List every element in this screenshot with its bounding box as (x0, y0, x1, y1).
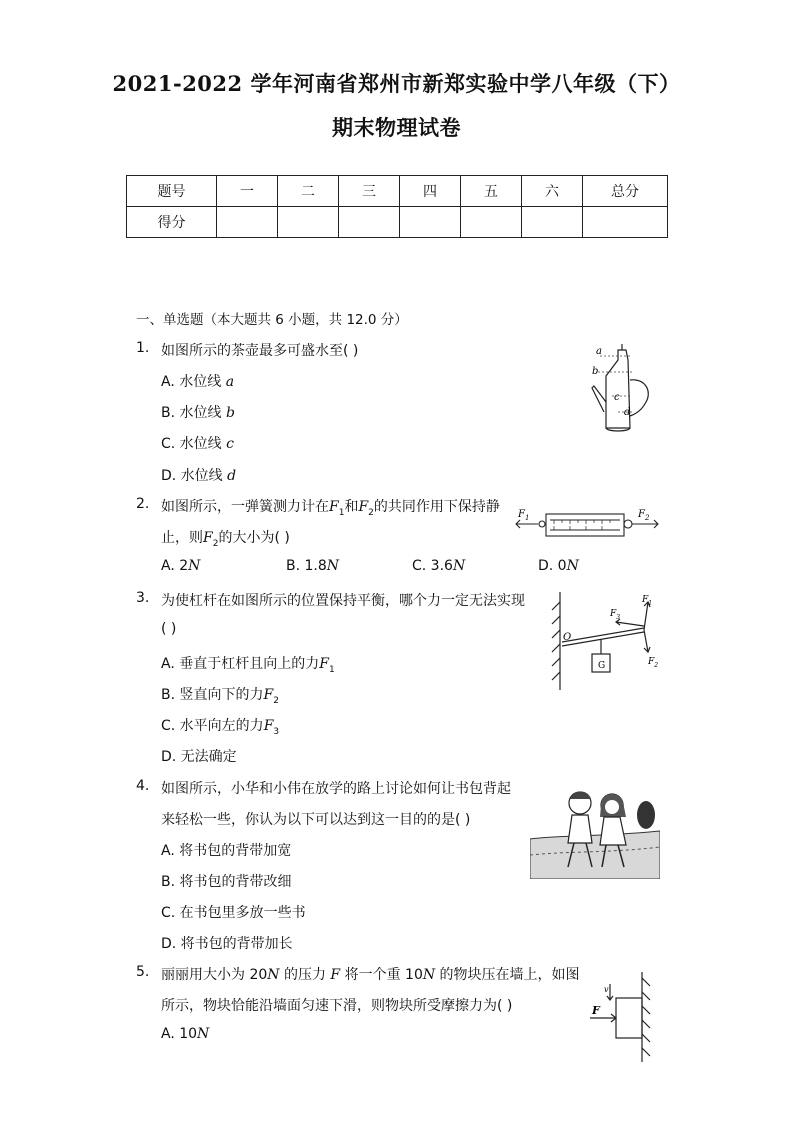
question-3-option-b: B. 竖直向下的力$F_2$ (161, 687, 279, 706)
lever-label-f3: $F_3$ (610, 609, 621, 621)
question-5-stem-line-1: 丽丽用大小为 20N 的压力 F 将一个重 10N 的物块压在墙上，如图 (161, 967, 580, 983)
question-3-option-a: A. 垂直于杠杆且向上的力$F_1$ (161, 656, 335, 675)
exam-title-line-1: 2021-2022 学年河南省郑州市新郑实验中学八年级（下） (112, 71, 681, 96)
question-2-option-d: D. 0N (538, 558, 579, 574)
lever-label-g: G (598, 661, 606, 671)
question-4-option-b: B. 将书包的背带改细 (161, 874, 292, 890)
question-5-stem-line-2: 所示，物块恰能沿墙面匀速下滑，则物块所受摩擦力为( ) (161, 998, 513, 1014)
question-3-option-c: C. 水平向左的力$F_3$ (161, 718, 280, 737)
question-5-option-a: A. 10N (161, 1026, 210, 1042)
question-number: 1. (136, 340, 150, 356)
question-1-option-b: B. 水位线 b (161, 405, 235, 421)
question-3-stem-line-1: 为使杠杆在如图所示的位置保持平衡，哪个力一定无法实现 (161, 593, 525, 609)
question-2-stem-line-1: 如图所示，一弹簧测力计在$F_1$和$F_2$的共同作用下保持静 (161, 499, 500, 518)
block-wall-figure (586, 972, 658, 1064)
teapot-label-d: d (624, 407, 631, 418)
question-4-stem-line-1: 如图所示，小华和小伟在放学的路上讨论如何让书包背起 (161, 781, 511, 797)
question-number: 5. (136, 964, 150, 980)
question-1-stem: 如图所示的茶壶最多可盛水至( ) (161, 343, 359, 359)
block-label-v: v (604, 985, 609, 994)
block-label-f: F (592, 1004, 600, 1017)
question-1-option-d: D. 水位线 d (161, 468, 237, 484)
question-1-option-a: A. 水位线 a (161, 374, 235, 390)
question-4-option-a: A. 将书包的背带加宽 (161, 843, 292, 859)
teapot-label-b: b (592, 366, 599, 377)
score-row-label: 得分 (127, 207, 217, 238)
score-table (126, 175, 668, 238)
score-cell (461, 207, 522, 238)
question-4-option-c: C. 在书包里多放一些书 (161, 905, 306, 921)
teapot-label-c: c (614, 392, 620, 403)
lever-label-f2: $F_2$ (648, 657, 659, 669)
score-cell (583, 207, 668, 238)
exam-title-line-2: 期末物理试卷 (332, 115, 461, 140)
lever-figure (546, 592, 660, 692)
score-cell (400, 207, 461, 238)
score-header-cell: 总分 (583, 176, 668, 207)
score-header-cell: 二 (278, 176, 339, 207)
lever-label-o: O (563, 632, 572, 643)
score-cell (217, 207, 278, 238)
teapot-figure (588, 340, 658, 432)
question-2-option-b: B. 1.8N (286, 558, 340, 574)
spring-scale-figure (512, 504, 662, 546)
question-2-stem-line-2: 止，则$F_2$的大小为( ) (161, 530, 290, 549)
question-1-option-c: C. 水位线 c (161, 436, 234, 452)
score-table-header-row (127, 176, 668, 207)
question-2-option-c: C. 3.6N (412, 558, 466, 574)
score-header-cell: 一 (217, 176, 278, 207)
lever-label-f1: $F_1$ (642, 595, 653, 607)
score-header-cell: 五 (461, 176, 522, 207)
question-number: 3. (136, 590, 150, 606)
question-3-option-d: D. 无法确定 (161, 749, 237, 765)
question-number: 2. (136, 496, 150, 512)
score-header-cell: 六 (522, 176, 583, 207)
score-table-score-row (127, 207, 668, 238)
question-2-option-a: A. 2N (161, 558, 201, 574)
section-heading: 一、单选题（本大题共 6 小题，共 12.0 分） (136, 312, 408, 328)
score-cell (522, 207, 583, 238)
spring-label-f2: $F_2$ (638, 509, 650, 522)
spring-label-f1: $F_1$ (518, 509, 530, 522)
question-4-option-d: D. 将书包的背带加长 (161, 936, 293, 952)
teapot-label-a: a (596, 346, 602, 357)
score-header-cell: 三 (339, 176, 400, 207)
score-cell (278, 207, 339, 238)
score-header-cell: 四 (400, 176, 461, 207)
score-cell (339, 207, 400, 238)
question-number: 4. (136, 778, 150, 794)
score-header-cell: 题号 (127, 176, 217, 207)
students-illustration (530, 777, 660, 879)
question-3-stem-line-2: ( ) (161, 621, 177, 637)
question-4-stem-line-2: 来轻松一些，你认为以下可以达到这一目的的是( ) (161, 812, 471, 828)
